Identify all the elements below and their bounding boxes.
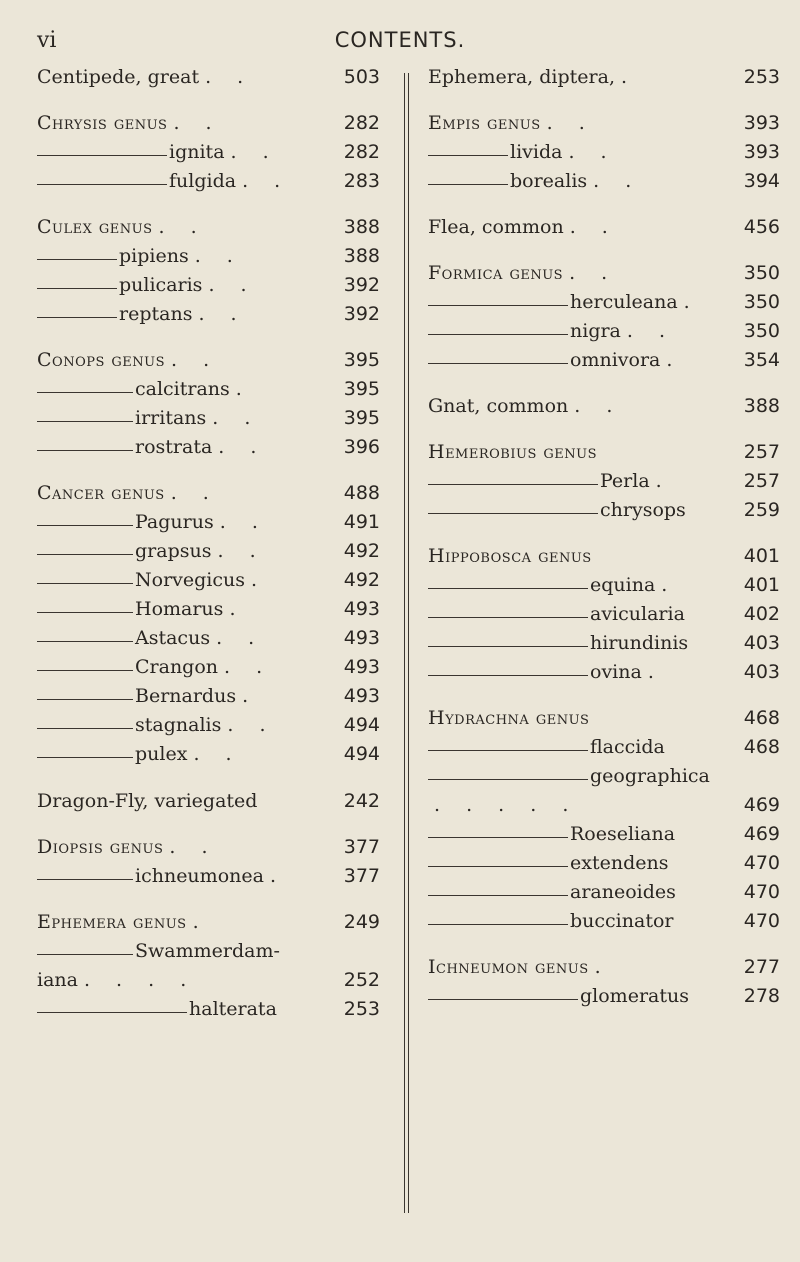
- entry-page-number: 470: [743, 910, 780, 932]
- entry-name: avicularia: [590, 603, 685, 625]
- index-entry: [37, 511, 380, 539]
- entry-name: borealis: [510, 170, 588, 192]
- entry-page-number: 394: [743, 170, 780, 192]
- dot-leader: . .: [212, 407, 261, 429]
- entry-page-number: 493: [343, 656, 380, 678]
- entry-page-number: 257: [743, 470, 780, 492]
- entry-page-number: 259: [743, 499, 780, 521]
- dot-leader: . . . . .: [434, 794, 579, 816]
- entry-name: Ephemera, diptera,: [428, 66, 615, 88]
- entry-name: Norvegicus: [135, 569, 245, 591]
- dot-leader: . .: [568, 141, 617, 163]
- entry-name: Culex genus: [37, 216, 153, 238]
- index-entry: [37, 790, 380, 818]
- entry-page-number: 396: [343, 436, 380, 458]
- entry-name: Ephemera genus: [37, 911, 187, 933]
- index-entry: [37, 407, 380, 435]
- entry-name: stagnalis: [135, 714, 222, 736]
- entry-name: livida: [510, 141, 563, 163]
- index-entry: [37, 627, 380, 655]
- entry-name: iana: [37, 969, 78, 991]
- entry-name: glomeratus: [580, 985, 689, 1007]
- ditto-rule: [428, 837, 568, 838]
- entry-name: Pagurus: [135, 511, 214, 533]
- entry-name: ichneumonea: [135, 865, 264, 887]
- ditto-rule: [428, 779, 588, 780]
- entry-page-number: 403: [743, 661, 780, 683]
- entry-name: Bernardus: [135, 685, 237, 707]
- entry-page-number: 494: [343, 743, 380, 765]
- index-entry: [428, 632, 780, 660]
- index-entry: [37, 378, 380, 406]
- entry-page-number: 388: [343, 245, 380, 267]
- ditto-rule: [37, 728, 133, 729]
- index-entry: [37, 714, 380, 742]
- ditto-rule: [428, 363, 568, 364]
- dot-leader: . .: [230, 141, 279, 163]
- column-divider: [404, 73, 405, 1213]
- entry-name: Chrysis genus: [37, 112, 168, 134]
- entry-name: omnivora: [570, 349, 661, 371]
- index-entry: [428, 320, 780, 348]
- dot-leader: .: [661, 574, 678, 596]
- entry-page-number: 494: [343, 714, 380, 736]
- entry-name: Hemerobius genus: [428, 441, 598, 463]
- entry-name: halterata: [189, 998, 277, 1020]
- entry-name: Diopsis genus: [37, 836, 164, 858]
- entry-page-number: 470: [743, 881, 780, 903]
- entry-page-number: 493: [343, 598, 380, 620]
- entry-name: buccinator: [570, 910, 674, 932]
- dot-leader: . .: [198, 303, 247, 325]
- ditto-rule: [428, 484, 598, 485]
- entry-page-number: 456: [743, 216, 780, 238]
- index-entry: [428, 216, 780, 244]
- index-entry: [428, 545, 780, 573]
- ditto-rule: [37, 757, 133, 758]
- ditto-rule: [37, 421, 133, 422]
- entry-page-number: 282: [343, 141, 380, 163]
- index-entry: [428, 349, 780, 377]
- index-entry: [428, 291, 780, 319]
- entry-name: Hippobosca genus: [428, 545, 592, 567]
- index-entry: [37, 685, 380, 713]
- index-entry: [37, 865, 380, 893]
- entry-name: equina: [590, 574, 656, 596]
- index-entry: [428, 910, 780, 938]
- index-entry: [428, 956, 780, 984]
- entry-page-number: 350: [743, 320, 780, 342]
- dot-leader: .: [683, 291, 700, 313]
- entry-page-number: 395: [343, 349, 380, 371]
- dot-leader: .: [235, 378, 252, 400]
- entry-name: Empis genus: [428, 112, 541, 134]
- entry-page-number: 392: [343, 303, 380, 325]
- index-entry: [428, 985, 780, 1013]
- dot-leader: . .: [218, 436, 267, 458]
- entry-page-number: 503: [343, 66, 380, 88]
- index-entry: [428, 852, 780, 880]
- index-entry: [428, 499, 780, 527]
- entry-name: Formica genus: [428, 262, 564, 284]
- entry-name: pipiens: [119, 245, 189, 267]
- dot-leader: . .: [158, 216, 207, 238]
- dot-leader: . .: [574, 395, 623, 417]
- entry-name: grapsus: [135, 540, 212, 562]
- ditto-rule: [37, 317, 117, 318]
- entry-page-number: 242: [343, 790, 380, 812]
- index-entry: [37, 998, 380, 1026]
- ditto-rule: [428, 184, 508, 185]
- ditto-rule: [428, 895, 568, 896]
- index-entry: [428, 794, 780, 822]
- entry-page-number: 278: [743, 985, 780, 1007]
- index-entry: [428, 66, 780, 94]
- ditto-rule: [428, 646, 588, 647]
- dot-leader: .: [251, 569, 268, 591]
- ditto-rule: [37, 670, 133, 671]
- entry-name: herculeana: [570, 291, 678, 313]
- index-entry: [428, 603, 780, 631]
- entry-page-number: 388: [743, 395, 780, 417]
- index-entry: [37, 911, 380, 939]
- ditto-rule: [37, 184, 167, 185]
- page-title: CONTENTS.: [334, 28, 466, 52]
- entry-page-number: 401: [743, 545, 780, 567]
- index-entry: [37, 112, 380, 140]
- entry-name: Cancer genus: [37, 482, 165, 504]
- entry-name: irritans: [135, 407, 207, 429]
- entry-page-number: 470: [743, 852, 780, 874]
- dot-leader: . .: [216, 627, 265, 649]
- ditto-rule: [428, 334, 568, 335]
- dot-leader: . .: [171, 349, 220, 371]
- entry-page-number: 393: [743, 112, 780, 134]
- index-entry: [428, 112, 780, 140]
- dot-leader: .: [621, 66, 638, 88]
- entry-name: ignita: [169, 141, 225, 163]
- index-entry: [428, 661, 780, 689]
- index-entry: [37, 245, 380, 273]
- entry-page-number: 393: [743, 141, 780, 163]
- entry-name: extendens: [570, 852, 669, 874]
- entry-page-number: 377: [343, 865, 380, 887]
- entry-name: fulgida: [169, 170, 237, 192]
- ditto-rule: [37, 525, 133, 526]
- index-entry: [37, 216, 380, 244]
- index-entry: [428, 170, 780, 198]
- entry-name: Perla: [600, 470, 650, 492]
- entry-page-number: 253: [743, 66, 780, 88]
- entry-page-number: 492: [343, 569, 380, 591]
- entry-name: ovina: [590, 661, 642, 683]
- dot-leader: . . . .: [83, 969, 197, 991]
- ditto-rule: [428, 675, 588, 676]
- index-entry: [428, 765, 780, 793]
- index-entry: [428, 262, 780, 290]
- dot-leader: . .: [219, 511, 268, 533]
- dot-leader: . .: [173, 112, 222, 134]
- entry-name: rostrata: [135, 436, 213, 458]
- entry-name: reptans: [119, 303, 193, 325]
- index-entry: [37, 656, 380, 684]
- index-entry: [428, 881, 780, 909]
- ditto-rule: [37, 1012, 187, 1013]
- ditto-rule: [37, 612, 133, 613]
- index-entry: [37, 170, 380, 198]
- entry-page-number: 493: [343, 685, 380, 707]
- dot-leader: . .: [208, 274, 257, 296]
- dot-leader: . .: [242, 170, 291, 192]
- entry-page-number: 395: [343, 378, 380, 400]
- index-entry: [37, 836, 380, 864]
- entry-page-number: 282: [343, 112, 380, 134]
- dot-leader: . .: [569, 216, 618, 238]
- entry-page-number: 491: [343, 511, 380, 533]
- ditto-rule: [37, 288, 117, 289]
- index-entry: [37, 969, 380, 997]
- dot-leader: .: [655, 470, 672, 492]
- index-entry: [428, 395, 780, 423]
- dot-leader: .: [269, 865, 286, 887]
- index-entry: [37, 66, 380, 94]
- index-entry: [428, 441, 780, 469]
- entry-page-number: 492: [343, 540, 380, 562]
- entry-name: nigra: [570, 320, 621, 342]
- index-entry: [37, 303, 380, 331]
- entry-name: Centipede, great: [37, 66, 200, 88]
- entry-page-number: 354: [743, 349, 780, 371]
- ditto-rule: [428, 305, 568, 306]
- dot-leader: . .: [569, 262, 618, 284]
- dot-leader: .: [594, 956, 611, 978]
- ditto-rule: [428, 617, 588, 618]
- entry-page-number: 350: [743, 262, 780, 284]
- ditto-rule: [428, 866, 568, 867]
- index-entry: [428, 707, 780, 735]
- entry-page-number: 253: [343, 998, 380, 1020]
- ditto-rule: [37, 641, 133, 642]
- index-entry: [37, 141, 380, 169]
- ditto-rule: [37, 155, 167, 156]
- entry-page-number: 350: [743, 291, 780, 313]
- entry-page-number: 403: [743, 632, 780, 654]
- entry-name: hirundinis: [590, 632, 689, 654]
- dot-leader: . .: [626, 320, 676, 342]
- entry-name: chrysops: [600, 499, 686, 521]
- ditto-rule: [37, 554, 133, 555]
- entry-name: Conops genus: [37, 349, 166, 371]
- entry-page-number: 388: [343, 216, 380, 238]
- dot-leader: .: [666, 349, 683, 371]
- index-entry: [428, 141, 780, 169]
- dot-leader: . .: [205, 66, 254, 88]
- ditto-rule: [428, 999, 578, 1000]
- entry-page-number: 468: [743, 736, 780, 758]
- ditto-rule: [428, 588, 588, 589]
- entry-name: pulex: [135, 743, 188, 765]
- index-entry: [428, 736, 780, 764]
- entry-name: pulicaris: [119, 274, 203, 296]
- ditto-rule: [428, 924, 568, 925]
- entry-name: geographica: [590, 765, 710, 787]
- entry-name: Swammerdam-: [135, 940, 280, 962]
- entry-page-number: 469: [743, 794, 780, 816]
- ditto-rule: [37, 954, 133, 955]
- page-number: vi: [37, 28, 57, 53]
- entry-name: Dragon-Fly, variegated: [37, 790, 258, 812]
- entry-name: Flea, common: [428, 216, 564, 238]
- entry-name: Astacus: [135, 627, 211, 649]
- entry-page-number: 401: [743, 574, 780, 596]
- ditto-rule: [37, 583, 133, 584]
- ditto-rule: [37, 450, 133, 451]
- index-entry: [37, 274, 380, 302]
- dot-leader: .: [192, 911, 209, 933]
- entry-page-number: 392: [343, 274, 380, 296]
- index-entry: [37, 482, 380, 510]
- entry-page-number: 283: [343, 170, 380, 192]
- entry-name: Hydrachna genus: [428, 707, 590, 729]
- entry-name: Ichneumon genus: [428, 956, 589, 978]
- dot-leader: . .: [227, 714, 276, 736]
- ditto-rule: [428, 155, 508, 156]
- entry-page-number: 377: [343, 836, 380, 858]
- dot-leader: . .: [217, 540, 266, 562]
- entry-page-number: 469: [743, 823, 780, 845]
- index-entry: [37, 540, 380, 568]
- index-entry: [37, 743, 380, 771]
- index-entry: [428, 823, 780, 851]
- entry-name: calcitrans: [135, 378, 230, 400]
- entry-page-number: 277: [743, 956, 780, 978]
- ditto-rule: [37, 879, 133, 880]
- dot-leader: . .: [193, 743, 242, 765]
- entry-page-number: 493: [343, 627, 380, 649]
- entry-name: Homarus: [135, 598, 224, 620]
- entry-page-number: 257: [743, 441, 780, 463]
- entry-page-number: 395: [343, 407, 380, 429]
- ditto-rule: [37, 392, 133, 393]
- ditto-rule: [37, 259, 117, 260]
- ditto-rule: [428, 750, 588, 751]
- dot-leader: .: [229, 598, 246, 620]
- dot-leader: . .: [169, 836, 218, 858]
- entry-page-number: 252: [343, 969, 380, 991]
- index-entry: [428, 574, 780, 602]
- index-entry: [37, 940, 380, 968]
- index-entry: [37, 349, 380, 377]
- entry-page-number: 402: [743, 603, 780, 625]
- ditto-rule: [37, 699, 133, 700]
- entry-name: Roeseliana: [570, 823, 676, 845]
- entry-page-number: 468: [743, 707, 780, 729]
- dot-leader: . .: [593, 170, 642, 192]
- dot-leader: .: [647, 661, 664, 683]
- ditto-rule: [428, 513, 598, 514]
- index-entry: [37, 598, 380, 626]
- dot-leader: . .: [546, 112, 595, 134]
- entry-name: Gnat, common: [428, 395, 569, 417]
- index-entry: [428, 470, 780, 498]
- dot-leader: .: [242, 685, 259, 707]
- entry-name: flaccida: [590, 736, 665, 758]
- dot-leader: . .: [170, 482, 219, 504]
- entry-name: Crangon: [135, 656, 219, 678]
- dot-leader: . .: [224, 656, 273, 678]
- index-entry: [37, 569, 380, 597]
- dot-leader: . .: [194, 245, 243, 267]
- index-entry: [37, 436, 380, 464]
- entry-page-number: 488: [343, 482, 380, 504]
- entry-page-number: 249: [343, 911, 380, 933]
- entry-name: araneoides: [570, 881, 676, 903]
